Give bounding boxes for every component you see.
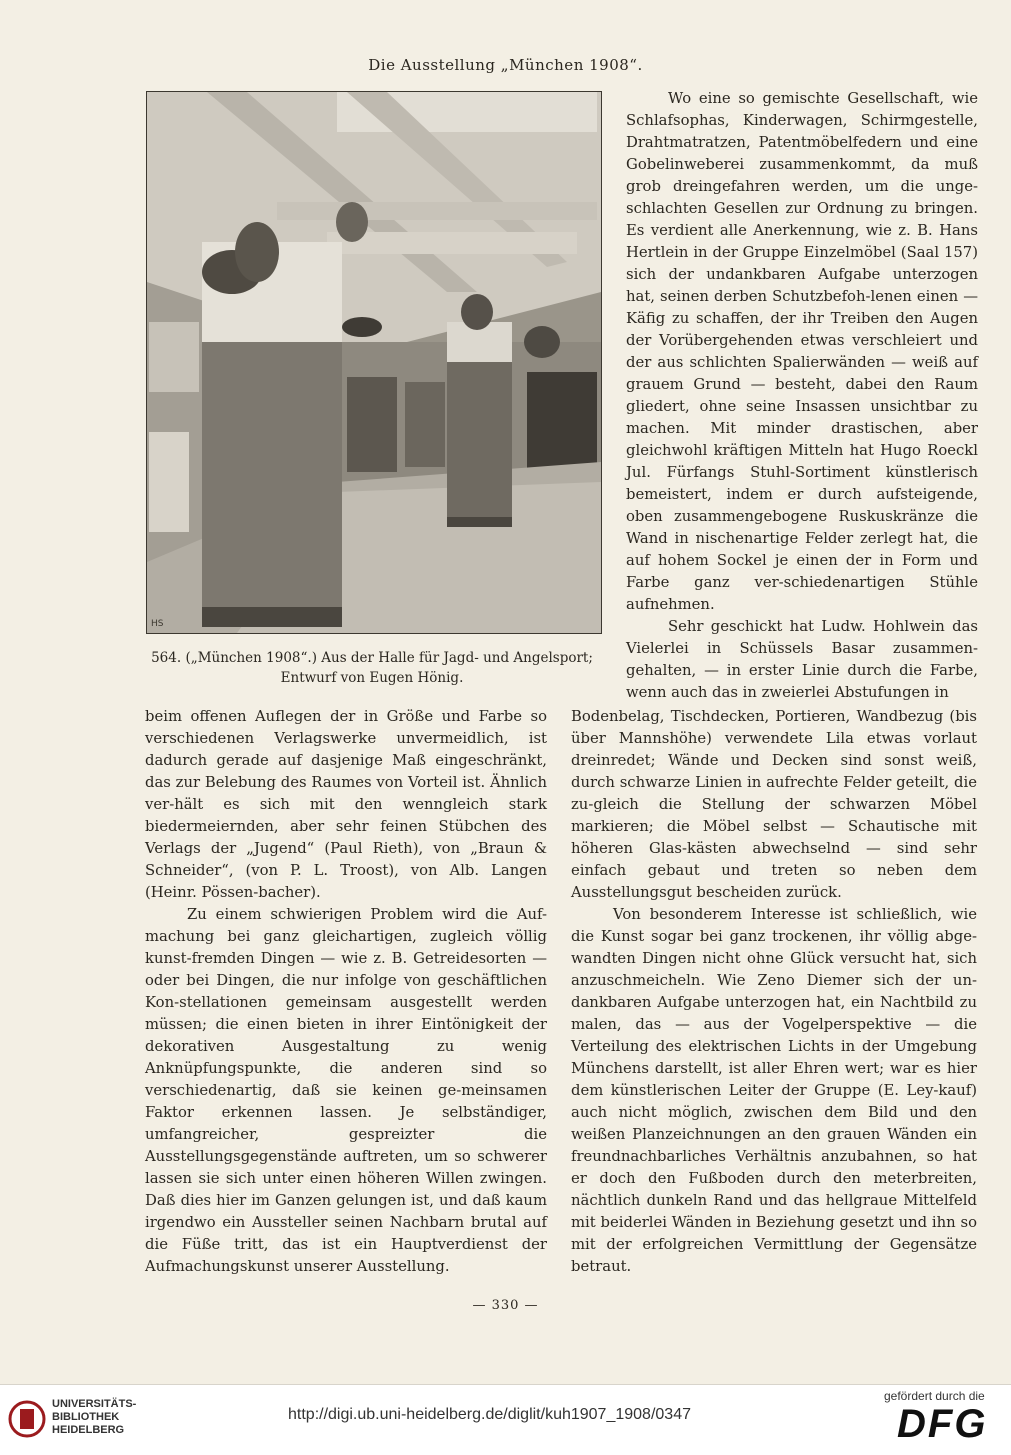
paragraph: Von besonderem Interesse ist schließlich, wie die Kunst sogar bei ganz trockenen, ihr völlig abge-wandten Dingen nicht ohne Glück versucht hat, sich anzuschmeicheln. Wie Zeno Diemer sich der un-dankbaren Aufgabe unterzogen hat, ein Nachtbild zu malen, das — aus der Vogelperspektive — die Verteilung des elektrischen Lichts in der Umgebung Münchens darstellt, ist aller Ehren wert; war es hier dem künstlerischen Leiter der Gruppe (E. Ley-kauf) auch nicht möglich, zwischen dem Bild und den weißen Planzeichnungen an den grauen Wänden ein freundnachbarliches Verhältnis anzubahnen, so hat er doch den Fußboden durch den meterbreiten, nächtlich dunkeln Rand und das hellgraue Mittelfeld mit beiderlei Wänden in Beziehung gesetzt und ihn so mit der erfolgreichen Vermittlung der Gegensätze betraut.	[571, 906, 977, 1275]
running-header: Die Ausstellung „München 1908“.	[368, 56, 643, 74]
caption-line-1: 564. („München 1908“.) Aus der Halle für Jagd- und Angelsport;	[151, 650, 593, 666]
paragraph: Zu einem schwierigen Problem wird die Auf-machung bei ganz gleichartigen, zugleich völlig kunst-fremden Dingen — wie z. B. Getreidesorten — oder bei Dingen, die nur infolge von geschäftlichen Kon-stellationen gemeinsam ausgestellt werden müssen; die einen bieten in ihrer Eintönigkeit der dekorativen Ausgestaltung zu wenig Anknüpfungspunkte, die anderen sind so verschiedenartig, daß sie keinen ge-meinsamen Faktor erkennen lassen. Je selbständiger, umfangreicher, gespreizter die Ausstellungsgegenstände auftreten, um so schwerer lassen sie sich unter einen höheren Willen zwingen. Daß dies hier im Ganzen gelungen ist, und daß kaum irgendwo ein Aussteller seinen Nachbarn brutal auf die Füße tritt, das ist ein Hauptverdienst der Aufmachungskunst unserer Ausstellung.	[145, 906, 547, 1275]
svg-text:HS: HS	[151, 619, 164, 629]
caption-line-2: Entwurf von Eugen Hönig.	[280, 670, 464, 686]
figure-caption	[136, 648, 608, 688]
text-column-left	[145, 706, 547, 1278]
dfg-logo: DFG	[897, 1402, 988, 1446]
paragraph: Bodenbelag, Tischdecken, Portieren, Wandbezug (bis über Mannshöhe) verwendete Lila etwas vorlaut dreinredet; Wände und Decken sind sonst weiß, durch schwarze Linien in aufrechte Felder geteilt, die zu-gleich die Stellung der schwarzen Möbel markieren; die Möbel selbst — Schautische mit höheren Glas-kästen abwechselnd — sind sehr einfach gebaut und treten so neben dem Ausstellungsgut bescheiden zurück.	[571, 708, 977, 901]
university-seal-icon	[8, 1395, 46, 1443]
page-number: — 330 —	[472, 1298, 539, 1313]
library-line: UNIVERSITÄTS-	[52, 1398, 137, 1410]
library-name	[52, 1398, 136, 1437]
library-line: BIBLIOTHEK	[52, 1411, 120, 1423]
funded-by-label: gefördert durch die	[884, 1389, 985, 1403]
paragraph: Sehr geschickt hat Ludw. Hohlwein das Vielerlei in Schüssels Basar zusammen-gehalten, — in erster Linie durch die Farbe, wenn auch das in zweierlei Abstufungen in	[626, 618, 978, 701]
text-column-right-top	[626, 88, 978, 704]
hall-illustration	[147, 92, 601, 633]
paragraph: Wo eine so gemischte Gesellschaft, wie Schlafsophas, Kinderwagen, Schirmgestelle, Drahtmatratzen, Patentmöbelfedern und eine Gobelinweberei zusammenkommt, da muß grob dreingefahren werden, um die unge-schlachten Gesellen zur Ordnung zu bringen. Es verdient alle Anerkennung, wie z. B. Hans Hertlein in der Gruppe Einzelmöbel (Saal 157) sich der undankbaren Aufgabe unterzogen hat, seinen derben Schutzbefoh-lenen einen — Käfig zu schaffen, der ihr Treiben den Augen der Vorübergehenden etwas verschleiert und der aus schlichten Spalierwänden — weiß auf grauem Grund — besteht, dabei den Raum gliedert, ohne seine Insassen unsichtbar zu machen. Mit minder drastischen, aber gleichwohl kräftigen Mitteln hat Hugo Roeckl Jul. Fürfangs Stuhl-Sortiment künstlerisch bemeistert, indem er durch aufsteigende, oben zusammengebogene Ruskuskränze die Wand in nischenartige Felder zerlegt hat, die auf hohem Sockel je einen der in Form und Farbe ganz ver-schiedenartigen Stühle aufnehmen.	[626, 90, 978, 613]
library-line: HEIDELBERG	[52, 1424, 125, 1436]
source-url-link[interactable]: http://digi.ub.uni-heidelberg.de/diglit/kuh1907_1908/0347	[288, 1406, 691, 1423]
text-column-right	[571, 706, 977, 1278]
paragraph: beim offenen Auflegen der in Größe und Farbe so verschiedenen Verlagswerke unvermeidlich, ist dadurch gerade auf dasjenige Maß eingeschränkt, das zur Belebung des Raumes von Vorteil ist. Ähnlich ver-hält es sich mit den wenngleich stark biedermeiernden, aber sehr feinen Stübchen des Verlags der „Jugend“ (Paul Rieth), von „Braun & Schneider“, (von P. L. Troost), von Alb. Langen (Heinr. Pössen-bacher).	[145, 708, 547, 901]
exhibition-hall-photograph	[146, 91, 602, 634]
digitization-footer	[0, 1384, 1011, 1455]
